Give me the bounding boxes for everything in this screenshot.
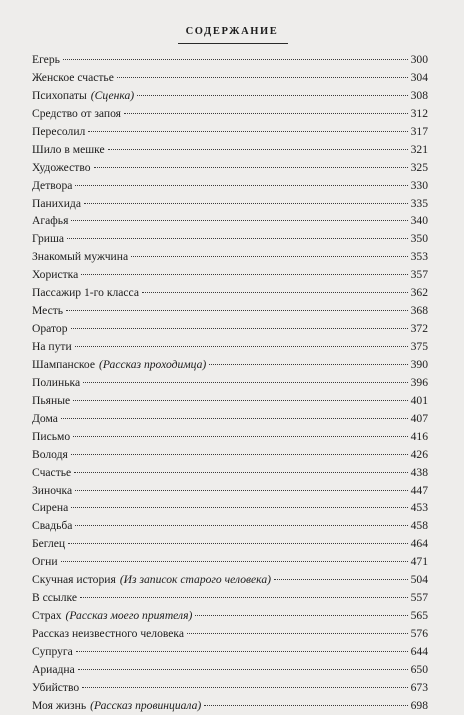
toc-entry xyxy=(32,248,428,266)
entry-page-number: 407 xyxy=(410,411,428,425)
entry-title: Полинька xyxy=(32,375,81,389)
entry-title: Письмо xyxy=(32,429,71,443)
dot-leader xyxy=(71,219,407,221)
entry-page-number: 317 xyxy=(410,124,428,138)
toc-entry xyxy=(32,446,428,464)
toc-entry xyxy=(32,302,428,320)
toc-entry xyxy=(32,230,428,248)
dot-leader xyxy=(137,94,407,96)
entry-page-number: 464 xyxy=(410,537,428,551)
toc-entry xyxy=(32,464,428,482)
dot-leader xyxy=(81,273,407,275)
dot-leader xyxy=(68,542,408,544)
dot-leader xyxy=(75,524,407,526)
toc-entry xyxy=(32,535,428,553)
toc-entry xyxy=(32,517,428,535)
toc-entry xyxy=(32,553,428,571)
dot-leader xyxy=(142,291,408,293)
dot-leader xyxy=(61,560,408,562)
entry-page-number: 396 xyxy=(410,375,428,389)
entry-page-number: 390 xyxy=(410,357,428,371)
dot-leader xyxy=(71,506,407,508)
entry-page-number: 698 xyxy=(410,698,428,712)
dot-leader xyxy=(73,399,407,401)
entry-title: Психопаты xyxy=(32,88,87,102)
entry-title: Пассажир 1-го класса xyxy=(32,286,139,300)
entry-title: Страх xyxy=(32,609,62,623)
dot-leader xyxy=(78,668,408,670)
entry-page-number: 416 xyxy=(410,429,428,443)
entry-page-number: 504 xyxy=(410,573,428,587)
entry-subtitle: (Рассказ провинциала) xyxy=(90,698,202,712)
dot-leader xyxy=(94,166,408,168)
entry-title: Пересолил xyxy=(32,124,86,138)
toc-entry xyxy=(32,177,428,195)
entry-title: Дома xyxy=(32,411,58,425)
entry-page-number: 565 xyxy=(410,609,428,623)
entry-title: Свадьба xyxy=(32,519,73,533)
entry-title: Ариадна xyxy=(32,662,75,676)
entry-page-number: 372 xyxy=(410,322,428,336)
entry-title: Гриша xyxy=(32,232,65,246)
toc-entry xyxy=(32,266,428,284)
entry-title: Панихида xyxy=(32,196,81,210)
entry-page-number: 375 xyxy=(410,340,428,353)
entry-page-number: 576 xyxy=(410,627,428,640)
toc-entry xyxy=(32,499,428,517)
entry-title: Рассказ неизвестного человека xyxy=(32,627,185,640)
dot-leader xyxy=(88,130,407,132)
entry-page-number: 353 xyxy=(410,250,428,264)
toc-entry xyxy=(32,428,428,446)
entry-page-number: 673 xyxy=(410,680,428,694)
toc-entry xyxy=(32,607,428,625)
entry-subtitle: (Рассказ проходимца) xyxy=(99,357,207,371)
toc-entry xyxy=(32,141,428,159)
dot-leader xyxy=(80,596,408,598)
entry-page-number: 335 xyxy=(410,196,428,210)
toc-entry xyxy=(32,374,428,392)
toc-entry xyxy=(32,284,428,302)
toc-list xyxy=(32,51,428,715)
entry-title: Зиночка xyxy=(32,483,73,497)
entry-title: Моя жизнь xyxy=(32,698,87,712)
toc-entry xyxy=(32,320,428,338)
entry-title: Сирена xyxy=(32,501,69,515)
entry-page-number: 362 xyxy=(410,286,428,300)
dot-leader xyxy=(75,345,408,347)
entry-page-number: 304 xyxy=(410,70,428,84)
dot-leader xyxy=(117,76,408,78)
entry-title: Счастье xyxy=(32,465,72,479)
dot-leader xyxy=(274,578,408,580)
entry-subtitle: (Сценка) xyxy=(90,88,135,102)
entry-title: Оратор xyxy=(32,322,68,336)
toc-entry xyxy=(32,69,428,87)
entry-title: Знакомый мужчина xyxy=(32,250,129,264)
entry-title: Женское счастье xyxy=(32,70,114,84)
entry-title: Володя xyxy=(32,447,68,461)
entry-page-number: 321 xyxy=(410,142,428,156)
entry-title: Беглец xyxy=(32,537,66,551)
dot-leader xyxy=(204,704,407,706)
toc-entry xyxy=(32,571,428,589)
entry-page-number: 453 xyxy=(410,501,428,515)
entry-page-number: 325 xyxy=(410,160,428,174)
entry-page-number: 357 xyxy=(410,268,428,282)
entry-title: Пьяные xyxy=(32,393,71,407)
dot-leader xyxy=(131,255,408,257)
page-title: СОДЕРЖАНИЕ xyxy=(185,26,279,37)
entry-page-number: 644 xyxy=(410,644,428,658)
entry-title: Скучная история xyxy=(32,573,116,587)
dot-leader xyxy=(63,58,408,60)
entry-title: Супруга xyxy=(32,644,73,658)
entry-page-number: 350 xyxy=(410,232,428,246)
toc-entry xyxy=(32,338,428,356)
toc-entry xyxy=(32,410,428,428)
toc-entry xyxy=(32,105,428,123)
toc-entry xyxy=(32,195,428,213)
dot-leader xyxy=(67,237,408,239)
dot-leader xyxy=(82,686,407,688)
dot-leader xyxy=(66,309,408,311)
dot-leader xyxy=(61,417,408,419)
dot-leader xyxy=(71,453,408,455)
entry-title: Детвора xyxy=(32,178,73,192)
entry-title: Шило в мешке xyxy=(32,142,105,156)
entry-page-number: 426 xyxy=(410,447,428,461)
entry-page-number: 340 xyxy=(410,214,428,228)
entry-page-number: 308 xyxy=(410,88,428,102)
entry-title: Убийство xyxy=(32,680,80,694)
toc-entry xyxy=(32,625,428,643)
dot-leader xyxy=(76,650,408,652)
toc-entry xyxy=(32,51,428,69)
entry-title: Месть xyxy=(32,304,64,318)
entry-page-number: 312 xyxy=(410,106,428,120)
toc-entry xyxy=(32,392,428,410)
toc-entry xyxy=(32,482,428,500)
toc-entry xyxy=(32,643,428,661)
entry-title: На пути xyxy=(32,340,72,353)
toc-entry xyxy=(32,212,428,230)
toc-entry xyxy=(32,589,428,607)
entry-page-number: 438 xyxy=(410,465,428,479)
toc-entry xyxy=(32,123,428,141)
toc-entry xyxy=(32,87,428,105)
dot-leader xyxy=(195,614,407,616)
entry-title: Агафья xyxy=(32,214,69,228)
dot-leader xyxy=(124,112,408,114)
entry-page-number: 557 xyxy=(410,591,428,605)
dot-leader xyxy=(74,471,407,473)
toc-entry xyxy=(32,679,428,697)
entry-page-number: 401 xyxy=(410,393,428,407)
dot-leader xyxy=(83,381,408,383)
toc-entry xyxy=(32,661,428,679)
entry-subtitle: (Из записок старого человека) xyxy=(119,573,271,587)
title-rule xyxy=(178,43,288,44)
entry-page-number: 650 xyxy=(410,662,428,676)
dot-leader xyxy=(73,435,407,437)
toc-entry xyxy=(32,697,428,715)
entry-page-number: 458 xyxy=(410,519,428,533)
dot-leader xyxy=(75,489,407,491)
entry-title: Художество xyxy=(32,160,91,174)
entry-title: Средство от запоя xyxy=(32,106,122,120)
dot-leader xyxy=(108,148,408,150)
entry-page-number: 300 xyxy=(410,53,428,66)
entry-page-number: 447 xyxy=(410,483,428,497)
entry-page-number: 471 xyxy=(410,555,428,569)
toc-entry xyxy=(32,356,428,374)
entry-title: Огни xyxy=(32,555,58,569)
entry-title: Хористка xyxy=(32,268,79,282)
dot-leader xyxy=(209,363,407,365)
entry-subtitle: (Рассказ моего приятеля) xyxy=(65,609,193,623)
entry-page-number: 330 xyxy=(410,178,428,192)
entry-title: Егерь xyxy=(32,53,60,66)
entry-page-number: 368 xyxy=(410,304,428,318)
entry-title: В ссылке xyxy=(32,591,77,605)
toc-entry xyxy=(32,159,428,177)
entry-title: Шампанское xyxy=(32,357,96,371)
dot-leader xyxy=(84,202,408,204)
dot-leader xyxy=(75,184,407,186)
dot-leader xyxy=(187,632,408,634)
dot-leader xyxy=(71,327,408,329)
